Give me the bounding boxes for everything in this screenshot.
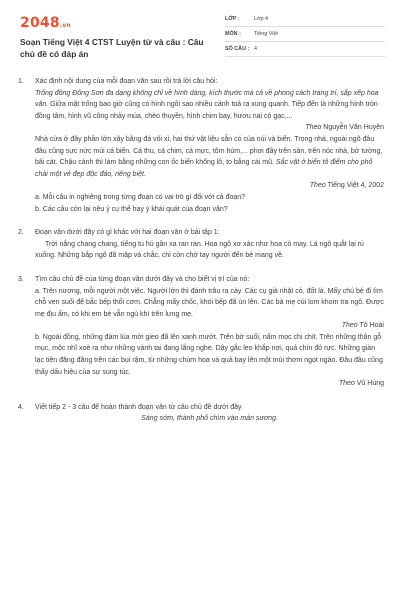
question-number: 2. — [18, 229, 24, 237]
passage-1 — [35, 88, 384, 123]
meta-label: SỐ CÂU : — [225, 46, 250, 52]
source-prefix: Theo — [305, 124, 322, 132]
question-3 — [18, 274, 384, 390]
passage-text: Trời nắng chang chang, tiếng tu hú gần xa ran ran. Hoa ngô xơ xác như hoa cỏ may. Lá ngô quắt lại rủ xuống. Những bắp ngô đã mập và chắc, chỉ còn chờ tay người đến bẻ mang về. — [35, 240, 364, 260]
meta-table — [225, 12, 385, 57]
meta-row-subject — [225, 27, 385, 42]
source-prefix: Theo — [309, 182, 326, 190]
passage-text: Giữa mặt trống bao giờ cũng có hình ngôi sao nhiều cánh toả ra xung quanh. Tiếp đến là những hình tròn đồng tâm, hình vũ công nhảy múa, chèo thuyền, hình chim bay, hươu nai có gạc,... — [35, 101, 378, 120]
logo-text: 2048 — [20, 15, 60, 31]
meta-row-grade — [225, 12, 385, 27]
page-header — [0, 0, 400, 72]
topic-sentence: Trống đồng Đông Sơn đa dạng không chỉ về hình dáng, kích thước mà cả về phong cách trang trí, sắp xếp hoa văn. — [35, 89, 379, 109]
passage-b: b. Ngoài đồng, những đám lúa mới gieo đã lên xanh mướt. Trên bờ suối, nấm mọc chi chít. Trên những thân gỗ mục, mộc nhĩ xoè ra như những vành tai đang lắng nghe. Dây gắc leo khắp nơi, quả chín đỏ rực. Những giàn lạc tiên đăng đăng trên các bụi rậm, từ những chùm hoa và quả bay lên một mùi thơm ngọt ngào. Đâu đâu cũng thấy dấu hiệu của sự sung túc. — [35, 333, 383, 376]
source-author: Vũ Hùng — [354, 380, 384, 388]
site-logo[interactable] — [20, 15, 71, 31]
question-number: 4. — [18, 403, 24, 411]
question-2 — [18, 227, 384, 262]
logo-suffix: .vn — [59, 22, 71, 29]
question-body — [35, 76, 384, 215]
question-body — [35, 402, 384, 425]
source-author: Tiếng Việt 4, 2002 — [325, 182, 384, 190]
question-1 — [18, 76, 384, 215]
question-number: 3. — [18, 275, 24, 283]
meta-value: Lớp 4 — [254, 16, 269, 22]
meta-label: LỚP : — [225, 16, 240, 22]
question-list — [18, 76, 384, 425]
passage-source — [35, 378, 384, 390]
question-body — [35, 274, 384, 390]
meta-value: Tiếng Việt — [254, 31, 278, 37]
question-prompt: Tìm câu chủ đề của từng đoạn văn dưới đây và cho biết vị trí của nó: — [35, 275, 250, 283]
question-prompt: Xác định nội dung của mỗi đoạn văn sau rồi trả lời câu hỏi: — [35, 78, 218, 85]
passage-2 — [35, 134, 384, 180]
meta-value: 4 — [254, 46, 257, 52]
sub-question-a: a. Mỗi câu in nghiêng trong từng đoạn có vai trò gì đối với cả đoạn? — [35, 193, 246, 201]
meta-row-count — [225, 42, 385, 57]
meta-label: MÔN : — [225, 31, 241, 37]
topic-sentence: Sắc vật ở biển tô điểm cho phố chài một vẻ đẹp độc đáo, riêng biệt. — [35, 159, 373, 178]
question-number: 1. — [18, 78, 24, 85]
question-prompt: Đoạn văn dưới đây có gì khác với hai đoạn văn ở bài tập 1: — [35, 229, 220, 237]
question-body — [35, 227, 384, 262]
source-prefix: Theo — [338, 380, 355, 388]
source-author: Nguyễn Văn Huyên — [321, 124, 384, 132]
question-prompt: Viết tiếp 2 - 3 câu để hoàn thành đoạn văn từ câu chủ đề dưới đây — [35, 403, 242, 411]
passage-text: Nhà cửa ở đây phần lớn xây bằng đá vôi xỉ, hai thứ vật liệu sẵn có của núi và biển. Trong nhà, ngoài ngõ đâu đâu cũng sực nức mùi cá biển. Cá thu, cá chim, cá mực, tôm hùm,... phơi đầy trên sàn, trên nóc nhà, bờ tường, bãi cát. Chậu cảnh thì làm bằng những con ốc biển khổng lồ, to bằng cái mũ. — [35, 135, 383, 167]
page-title: Soạn Tiếng Việt 4 CTST Luyện từ và câu : Câu chủ đề có đáp án — [20, 37, 204, 59]
sub-question-b: b. Các câu còn lại nêu ý cụ thể hay ý khái quát của đoạn văn? — [35, 205, 228, 213]
question-4 — [18, 402, 384, 425]
passage-source — [35, 320, 384, 332]
passage-a: a. Trên nương, mỗi người một việc. Người lớn thì đánh trâu ra cày. Các cụ già nhặt cỏ, đốt lá. Mấy chú bé đi tìm chỗ ven suối để bắc bếp thổi cơm. Chẳng mấy chốc, khói bếp đã ùn lên. Các bà mẹ cúi lom khom tra ngô. Được mẹ địu ấm, có khi em bé vẫn ngủ khì trên lưng mẹ. — [35, 287, 384, 318]
topic-sentence: Sáng sớm, thành phố chìm vào màn sương. — [141, 415, 278, 423]
passage-source — [35, 122, 384, 134]
source-author: Tô Hoài — [357, 322, 384, 330]
source-prefix: Theo — [341, 322, 358, 330]
passage-source — [35, 180, 384, 192]
